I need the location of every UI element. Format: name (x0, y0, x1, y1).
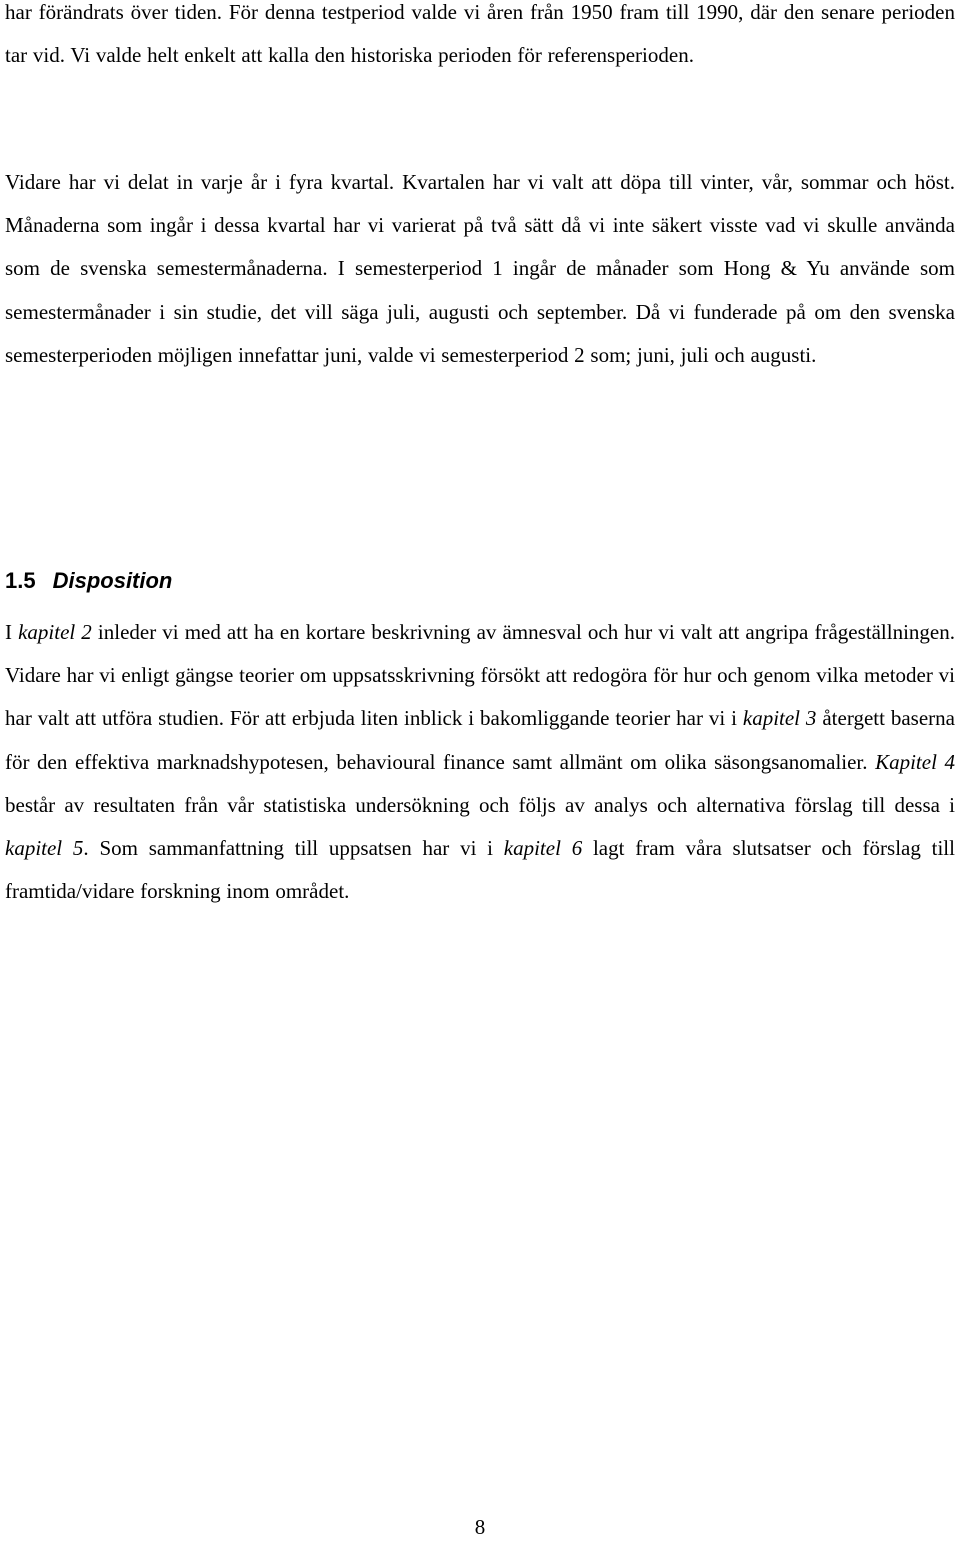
chapter-reference: kapitel 3 (742, 706, 817, 731)
text-run: återgett baserna för den effektiva marknadshypotesen, behavioural finance samt allmänt om olika säsongsanomalier. (5, 706, 955, 774)
section-number: 1.5 (5, 568, 36, 593)
paragraph-disposition (5, 611, 955, 913)
chapter-reference: kapitel 6 (503, 836, 583, 861)
text-run: inleder vi med att ha en kortare beskrivning av ämnesval och hur vi valt att angripa frågeställningen. Vidare har vi enligt gängse teorier om uppsatsskrivning försökt att redogöra för hur och genom vilka metoder vi har valt att utföra studien. För att erbjuda liten inblick i bakomliggande teorier har vi i (5, 620, 955, 731)
section-title: Disposition (52, 568, 173, 593)
chapter-reference: Kapitel 4 (875, 749, 955, 774)
chapter-reference: kapitel 2 (18, 620, 92, 644)
paragraph-test-period: har förändrats över tiden. För denna testperiod valde vi åren från 1950 fram till 1990, där den senare perioden tar vid. Vi valde helt enkelt att kalla den historiska perioden för referensperioden. (5, 0, 955, 68)
text-run: lagt fram våra slutsatser och förslag till framtida/vidare forskning inom området. (5, 836, 955, 904)
text-run: I (5, 620, 19, 644)
text-run: består av resultaten från vår statistiska undersökning och följs av analys och alternativa förslag till dessa i (5, 792, 955, 817)
text-run: . Som sammanfattning till uppsatsen har vi i (83, 836, 504, 861)
chapter-reference: kapitel 5 (5, 836, 84, 861)
paragraph-quarters: Vidare har vi delat in varje år i fyra kvartal. Kvartalen har vi valt att döpa till vinter, vår, sommar och höst. Månaderna som ingår i dessa kvartal har vi varierat på två sätt då vi inte säkert visste vad vi skulle använda som de svenska semestermånaderna. I semesterperiod 1 ingår de månader som Hong & Yu använde som semestermånader i sin studie, det vill säga juli, augusti och september. Då vi funderade på om den svenska semesterperioden möjligen innefattar juni, valde vi semesterperiod 2 som; juni, juli och augusti. (5, 170, 955, 367)
section-heading (5, 566, 172, 596)
page-number: 8 (474, 1515, 486, 1539)
